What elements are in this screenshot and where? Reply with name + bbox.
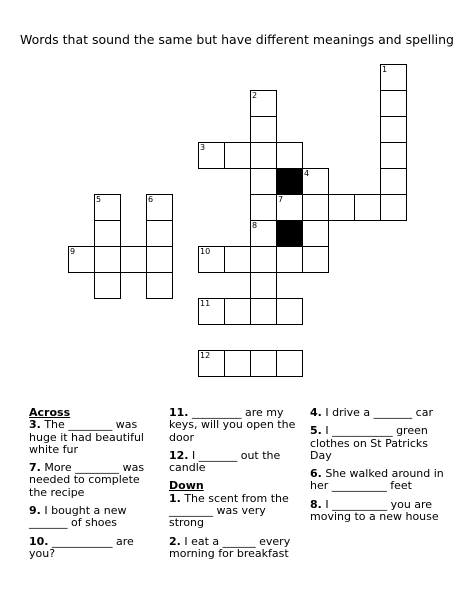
grid-cell[interactable] xyxy=(198,298,225,325)
black-cell xyxy=(276,168,303,195)
grid-cell[interactable] xyxy=(250,272,277,299)
grid-cell[interactable] xyxy=(276,350,303,377)
grid-cell[interactable] xyxy=(380,90,407,117)
grid-cell[interactable] xyxy=(94,194,121,221)
clue-text: I bought a new _______ of shoes xyxy=(29,504,127,530)
clue xyxy=(29,462,161,499)
clue-text: I ___________ green clothes on St Patricks Day xyxy=(310,424,429,462)
grid-cell[interactable] xyxy=(250,116,277,143)
grid-cell[interactable] xyxy=(250,168,277,195)
grid-cell[interactable] xyxy=(380,116,407,143)
clue-number: 9 xyxy=(70,247,76,256)
clue-label: 10. xyxy=(29,534,49,548)
grid-cell[interactable] xyxy=(250,142,277,169)
clue-label: 8. xyxy=(310,497,322,511)
clue-text: She walked around in her __________ feet xyxy=(310,467,444,493)
clue xyxy=(29,419,161,456)
clue-label: 11. xyxy=(169,406,189,419)
clue-number: 2 xyxy=(252,91,258,100)
clue-number: 11 xyxy=(200,299,211,308)
grid-cell[interactable] xyxy=(224,350,251,377)
grid-cell[interactable] xyxy=(250,350,277,377)
clue-number: 7 xyxy=(278,195,284,204)
clue-label: 7. xyxy=(29,461,41,475)
clues-column-right xyxy=(310,407,450,529)
grid-cell[interactable] xyxy=(146,246,173,273)
grid-cell[interactable] xyxy=(120,246,147,273)
clue xyxy=(29,536,161,561)
across-clue-list-b xyxy=(169,407,304,474)
clue-label: 4. xyxy=(310,406,322,419)
grid-cell[interactable] xyxy=(250,90,277,117)
clue-number: 8 xyxy=(252,221,258,230)
clue xyxy=(169,493,304,530)
clues-column-middle xyxy=(169,407,304,566)
clue-text: I eat a ______ every morning for breakfast xyxy=(169,534,291,560)
grid-cell[interactable] xyxy=(94,272,121,299)
grid-cell[interactable] xyxy=(380,142,407,169)
clue-number: 6 xyxy=(148,195,154,204)
grid-cell[interactable] xyxy=(224,142,251,169)
clue-text: I drive a _______ car xyxy=(321,406,433,419)
clue xyxy=(29,505,161,530)
grid-cell[interactable] xyxy=(198,350,225,377)
clue-number: 12 xyxy=(200,351,211,360)
grid-cell[interactable] xyxy=(94,220,121,247)
clue-number: 3 xyxy=(200,143,206,152)
across-clue-list-a xyxy=(29,419,161,560)
grid-cell[interactable] xyxy=(302,220,329,247)
page-title: Words that sound the same but have different meanings and spelling xyxy=(20,32,454,47)
clue-label: 12. xyxy=(169,448,189,462)
grid-cell[interactable] xyxy=(380,168,407,195)
grid-cell[interactable] xyxy=(146,194,173,221)
clue-number: 5 xyxy=(96,195,102,204)
grid-cell[interactable] xyxy=(68,246,95,273)
grid-cell[interactable] xyxy=(328,194,355,221)
grid-cell[interactable] xyxy=(224,246,251,273)
clue-label: 5. xyxy=(310,424,322,438)
clue-text: _________ are my keys, will you open the door xyxy=(169,406,296,444)
clue-label: 2. xyxy=(169,534,181,548)
grid-cell[interactable] xyxy=(302,168,329,195)
clue-list-c xyxy=(310,407,450,523)
grid-cell[interactable] xyxy=(302,246,329,273)
across-heading: Across xyxy=(29,406,71,419)
clue-label: 1. xyxy=(169,491,181,505)
clue-text: ___________ are you? xyxy=(29,534,134,560)
grid-cell[interactable] xyxy=(276,298,303,325)
clue-number: 1 xyxy=(382,65,388,74)
down-clue-list-b xyxy=(169,493,304,560)
clue xyxy=(310,499,450,524)
clue-text: More ________ was needed to complete the recipe xyxy=(29,461,145,499)
grid-cell[interactable] xyxy=(198,246,225,273)
clue-label: 9. xyxy=(29,504,41,518)
clue xyxy=(169,450,304,475)
down-heading: Down xyxy=(169,479,204,493)
clue-number: 4 xyxy=(304,169,310,178)
clue-text: I __________ you are moving to a new house xyxy=(310,497,439,524)
grid-cell[interactable] xyxy=(224,298,251,325)
grid-cell[interactable] xyxy=(302,194,329,221)
clue-number: 10 xyxy=(200,247,211,256)
grid-cell[interactable] xyxy=(250,298,277,325)
grid-cell[interactable] xyxy=(276,246,303,273)
grid-cell[interactable] xyxy=(250,194,277,221)
clue-text: The scent from the ________ was very strong xyxy=(169,491,289,530)
clue xyxy=(169,536,304,561)
clues-column-left xyxy=(29,407,161,566)
grid-cell[interactable] xyxy=(354,194,381,221)
clue-text: The ________ was huge it had beautiful white fur xyxy=(29,418,144,456)
grid-cell[interactable] xyxy=(250,220,277,247)
clue xyxy=(169,407,304,444)
grid-cell[interactable] xyxy=(380,64,407,91)
clue xyxy=(310,407,450,419)
clue xyxy=(310,468,450,493)
black-cell xyxy=(276,220,303,247)
grid-cell[interactable] xyxy=(198,142,225,169)
grid-cell[interactable] xyxy=(146,272,173,299)
grid-cell[interactable] xyxy=(276,142,303,169)
clue-text: I _______ out the candle xyxy=(169,448,281,475)
clue-label: 6. xyxy=(310,467,322,481)
grid-cell[interactable] xyxy=(146,220,173,247)
clue-label: 3. xyxy=(29,418,41,432)
clue xyxy=(310,425,450,462)
grid-cell[interactable] xyxy=(380,194,407,221)
grid-cell[interactable] xyxy=(94,246,121,273)
grid-cell[interactable] xyxy=(250,246,277,273)
grid-cell[interactable] xyxy=(276,194,303,221)
